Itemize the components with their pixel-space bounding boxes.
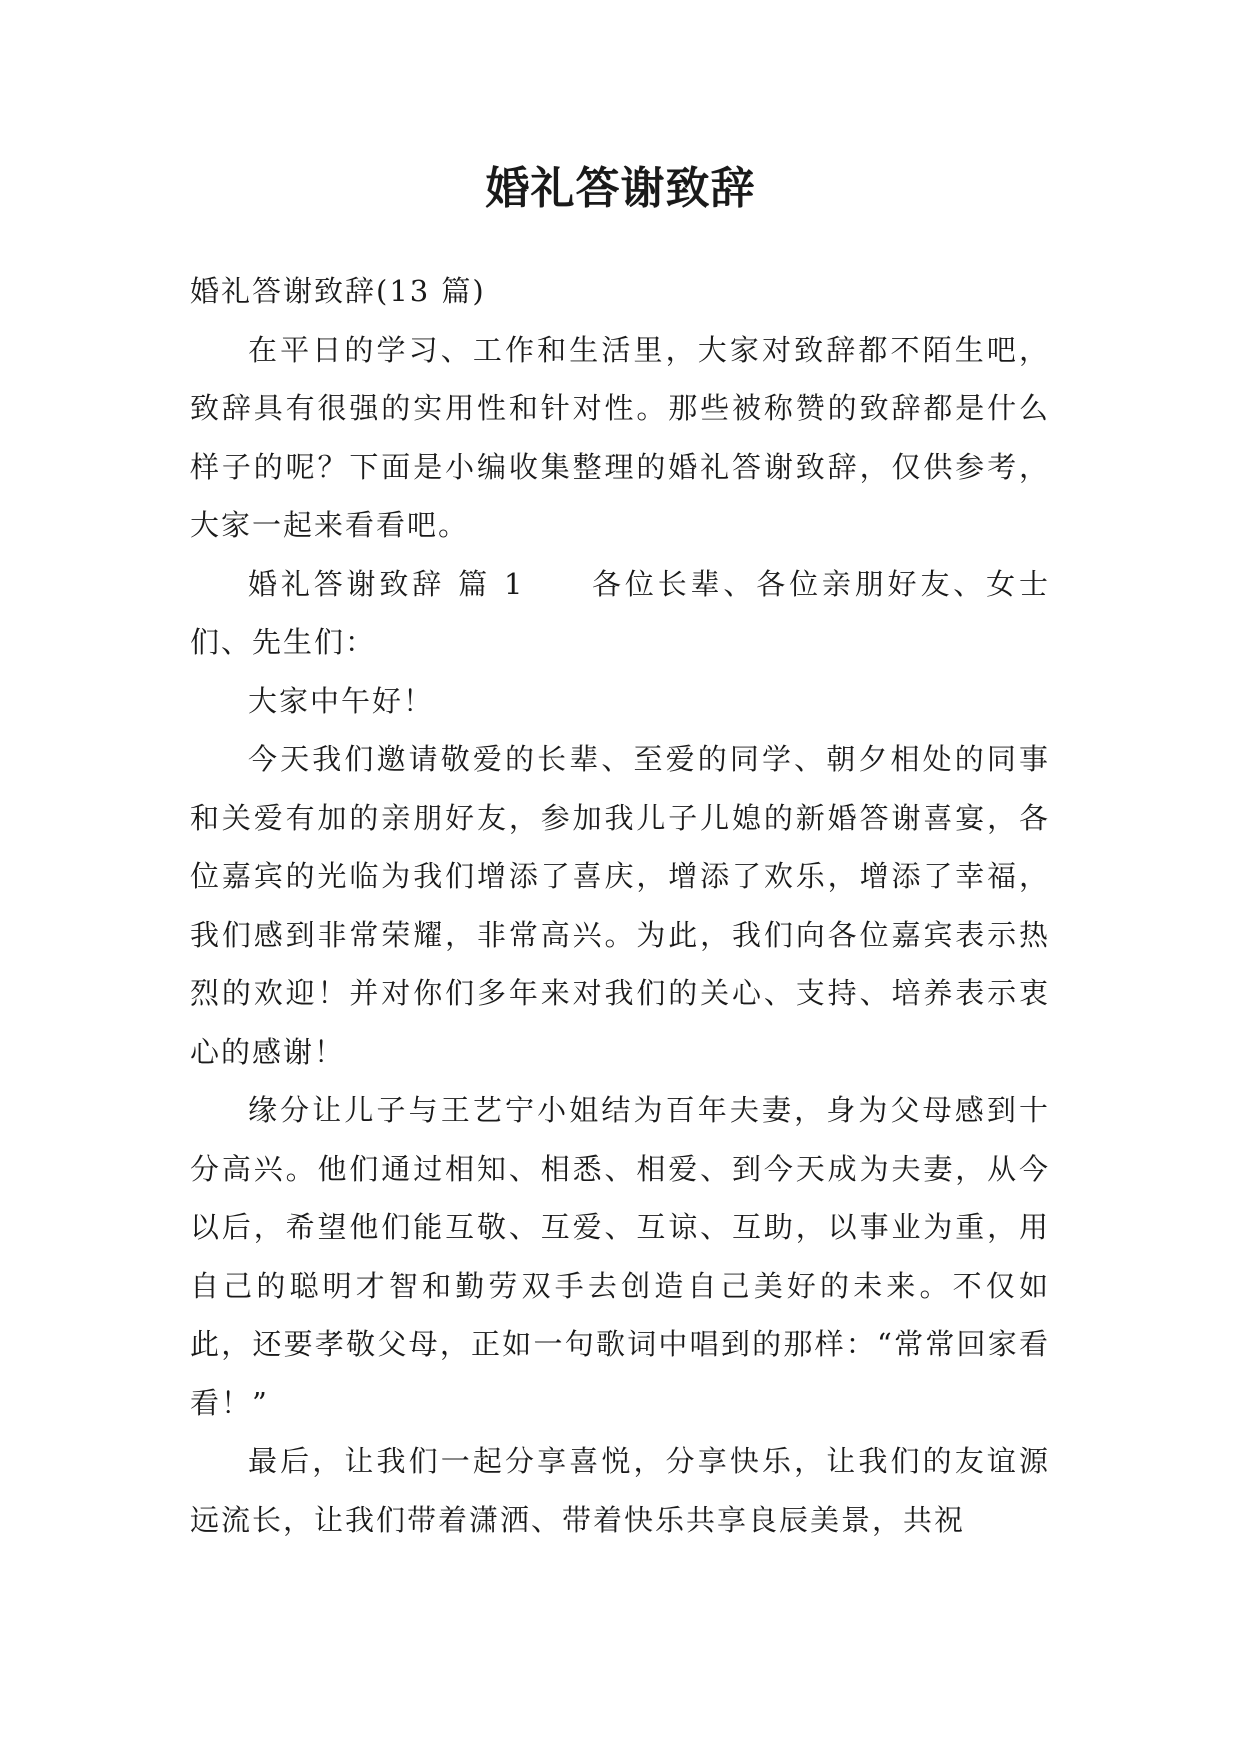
paragraph-closing: 最后，让我们一起分享喜悦，分享快乐，让我们的友谊源远流长，让我们带着潇洒、带着快乐共享良辰美景，共祝 [190, 1444, 1050, 1537]
document-subtitle: 婚礼答谢致辞(13 篇) [190, 274, 486, 308]
paragraph-welcome: 今天我们邀请敬爱的长辈、至爱的同学、朝夕相处的同事和关爱有加的亲朋好友，参加我儿子儿媳的新婚答谢喜宴，各位嘉宾的光临为我们增添了喜庆，增添了欢乐，增添了幸福，我们感到非常荣耀，非常高兴。为此，我们向各位嘉宾表示热烈的欢迎！并对你们多年来对我们的关心、支持、培养表示衷心的感谢！ [190, 742, 1050, 1069]
paragraph-greeting: 大家中午好！ [248, 683, 435, 718]
page-title: 婚礼答谢致辞 [485, 163, 756, 214]
paragraph-wishes: 缘分让儿子与王艺宁小姐结为百年夫妻，身为父母感到十分高兴。他们通过相知、相悉、相爱、到今天成为夫妻，从今以后，希望他们能互敬、互爱、互谅、互助，以事业为重，用自己的聪明才智和勤劳双手去创造自己美好的未来。不仅如此，还要孝敬父母，正如一句歌词中唱到的那样：“常常回家看看！” [190, 1093, 1050, 1420]
paragraph-intro: 在平日的学习、工作和生活里，大家对致辞都不陌生吧，致辞具有很强的实用性和针对性。那些被称赞的致辞都是什么样子的呢？下面是小编收集整理的婚礼答谢致辞，仅供参考，大家一起来看看吧。 [190, 332, 1050, 542]
document-body [190, 262, 1050, 1549]
paragraph-section-1-heading: 婚礼答谢致辞 篇 1 各位长辈、各位亲朋好友、女士们、先生们： [190, 566, 1050, 659]
